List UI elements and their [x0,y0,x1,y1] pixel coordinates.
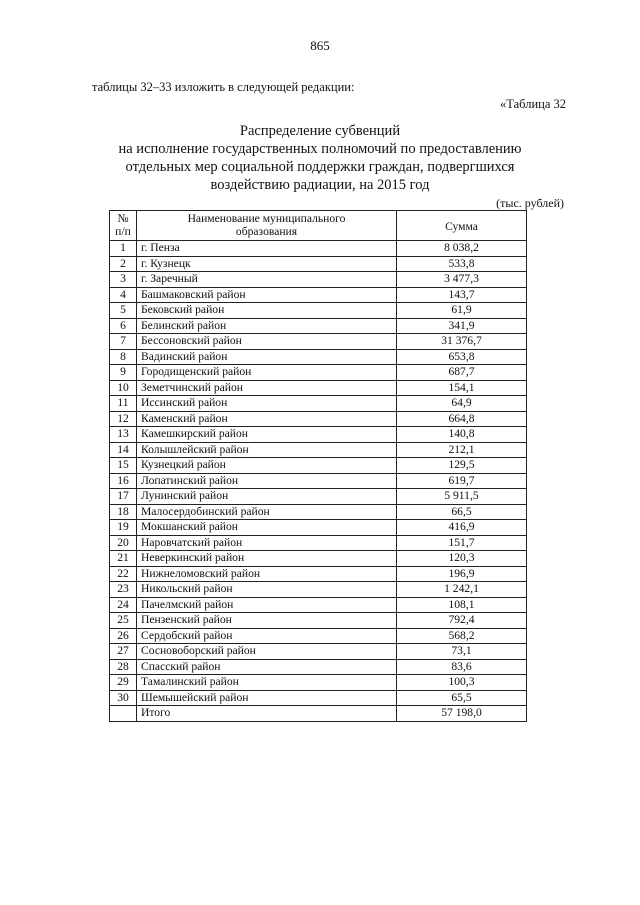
row-sum: 108,1 [397,597,527,613]
table-row [110,241,527,257]
row-number: 28 [110,659,137,675]
row-sum: 73,1 [397,644,527,660]
row-sum: 687,7 [397,365,527,381]
row-name: Каменский район [137,411,397,427]
row-name: Городищенский район [137,365,397,381]
row-name: Лопатинский район [137,473,397,489]
row-sum: 65,5 [397,690,527,706]
row-sum: 129,5 [397,458,527,474]
row-number: 20 [110,535,137,551]
row-name: Наровчатский район [137,535,397,551]
row-number: 23 [110,582,137,598]
table-row [110,427,527,443]
table-row [110,613,527,629]
table-row [110,411,527,427]
row-number: 24 [110,597,137,613]
row-sum: 5 911,5 [397,489,527,505]
row-sum: 533,8 [397,256,527,272]
row-sum: 212,1 [397,442,527,458]
row-name: Сердобский район [137,628,397,644]
table-row [110,659,527,675]
table-row [110,644,527,660]
row-sum: 61,9 [397,303,527,319]
row-number: 10 [110,380,137,396]
row-sum: 792,4 [397,613,527,629]
row-sum: 8 038,2 [397,241,527,257]
row-name: г. Пенза [137,241,397,257]
row-number [110,706,137,722]
row-name: Земетчинский район [137,380,397,396]
subsidy-table [109,210,527,722]
row-sum: 154,1 [397,380,527,396]
row-sum: 140,8 [397,427,527,443]
row-name: г. Заречный [137,272,397,288]
table-row [110,675,527,691]
row-number: 15 [110,458,137,474]
row-name: Иссинский район [137,396,397,412]
row-number: 6 [110,318,137,334]
title-line: Распределение субвенций [239,123,401,139]
row-sum: 57 198,0 [397,706,527,722]
row-name: Вадинский район [137,349,397,365]
row-number: 11 [110,396,137,412]
table-row [110,380,527,396]
table-row [110,597,527,613]
table-body [110,241,527,722]
row-name: Неверкинский район [137,551,397,567]
row-name: Шемышейский район [137,690,397,706]
row-name: Тамалинский район [137,675,397,691]
row-number: 4 [110,287,137,303]
table-row [110,628,527,644]
unit-label: (тыс. рублей) [496,196,564,210]
table-row [110,365,527,381]
table-row [110,272,527,288]
row-name: Никольский район [137,582,397,598]
row-name: Спасский район [137,659,397,675]
table-row [110,458,527,474]
row-number: 9 [110,365,137,381]
row-name: Камешкирский район [137,427,397,443]
header-name [137,211,397,241]
header-name-line: образования [235,225,298,238]
title-line: воздействию радиации, на 2015 год [210,177,430,193]
table-row [110,690,527,706]
header-number-line: № [117,212,129,225]
row-sum: 196,9 [397,566,527,582]
row-sum: 151,7 [397,535,527,551]
header-sum [397,211,527,241]
row-sum: 31 376,7 [397,334,527,350]
row-name: Бековский район [137,303,397,319]
table-row [110,473,527,489]
table-row [110,318,527,334]
row-number: 7 [110,334,137,350]
table-row [110,551,527,567]
document-title [0,122,640,194]
row-sum: 568,2 [397,628,527,644]
row-name: Мокшанский район [137,520,397,536]
row-number: 22 [110,566,137,582]
row-number: 27 [110,644,137,660]
row-name: Колышлейский район [137,442,397,458]
row-number: 18 [110,504,137,520]
table-row [110,520,527,536]
row-sum: 100,3 [397,675,527,691]
table-row [110,489,527,505]
row-number: 29 [110,675,137,691]
table-row [110,582,527,598]
row-sum: 120,3 [397,551,527,567]
table-row [110,287,527,303]
table-row [110,334,527,350]
row-number: 1 [110,241,137,257]
row-number: 14 [110,442,137,458]
row-sum: 83,6 [397,659,527,675]
row-name: г. Кузнецк [137,256,397,272]
row-name: Башмаковский район [137,287,397,303]
row-name: Нижнеломовский район [137,566,397,582]
table-header-row [110,211,527,241]
row-number: 19 [110,520,137,536]
row-number: 13 [110,427,137,443]
table-row [110,349,527,365]
row-sum: 3 477,3 [397,272,527,288]
row-number: 8 [110,349,137,365]
table-row [110,396,527,412]
row-number: 12 [110,411,137,427]
row-sum: 341,9 [397,318,527,334]
table-total-row [110,706,527,722]
row-name: Пензенский район [137,613,397,629]
row-name: Сосновоборский район [137,644,397,660]
title-line: на исполнение государственных полномочий по предоставлению [118,141,522,157]
header-number-line: п/п [115,225,131,238]
row-sum: 66,5 [397,504,527,520]
row-name: Бессоновский район [137,334,397,350]
row-sum: 1 242,1 [397,582,527,598]
table-row [110,442,527,458]
row-name: Кузнецкий район [137,458,397,474]
table-row [110,535,527,551]
row-sum: 619,7 [397,473,527,489]
title-line: отдельных мер социальной поддержки граждан, подвергшихся [125,159,515,175]
row-sum: 143,7 [397,287,527,303]
row-number: 21 [110,551,137,567]
row-sum: 653,8 [397,349,527,365]
row-name: Лунинский район [137,489,397,505]
row-name: Белинский район [137,318,397,334]
table-row [110,256,527,272]
row-name: Итого [137,706,397,722]
row-number: 16 [110,473,137,489]
row-number: 5 [110,303,137,319]
row-number: 25 [110,613,137,629]
intro-text: таблицы 32–33 изложить в следующей редакции: [92,80,355,94]
row-number: 30 [110,690,137,706]
table-label: «Таблица 32 [500,97,566,111]
page-number: 865 [310,38,330,53]
row-sum: 416,9 [397,520,527,536]
row-name: Пачелмский район [137,597,397,613]
header-number [110,211,137,241]
table-row [110,566,527,582]
row-name: Малосердобинский район [137,504,397,520]
table-row [110,504,527,520]
row-number: 17 [110,489,137,505]
row-sum: 664,8 [397,411,527,427]
table-row [110,303,527,319]
header-name-line: Наименование муниципального [187,212,346,225]
row-number: 2 [110,256,137,272]
row-number: 26 [110,628,137,644]
row-number: 3 [110,272,137,288]
row-sum: 64,9 [397,396,527,412]
header-sum-label: Сумма [445,219,478,233]
